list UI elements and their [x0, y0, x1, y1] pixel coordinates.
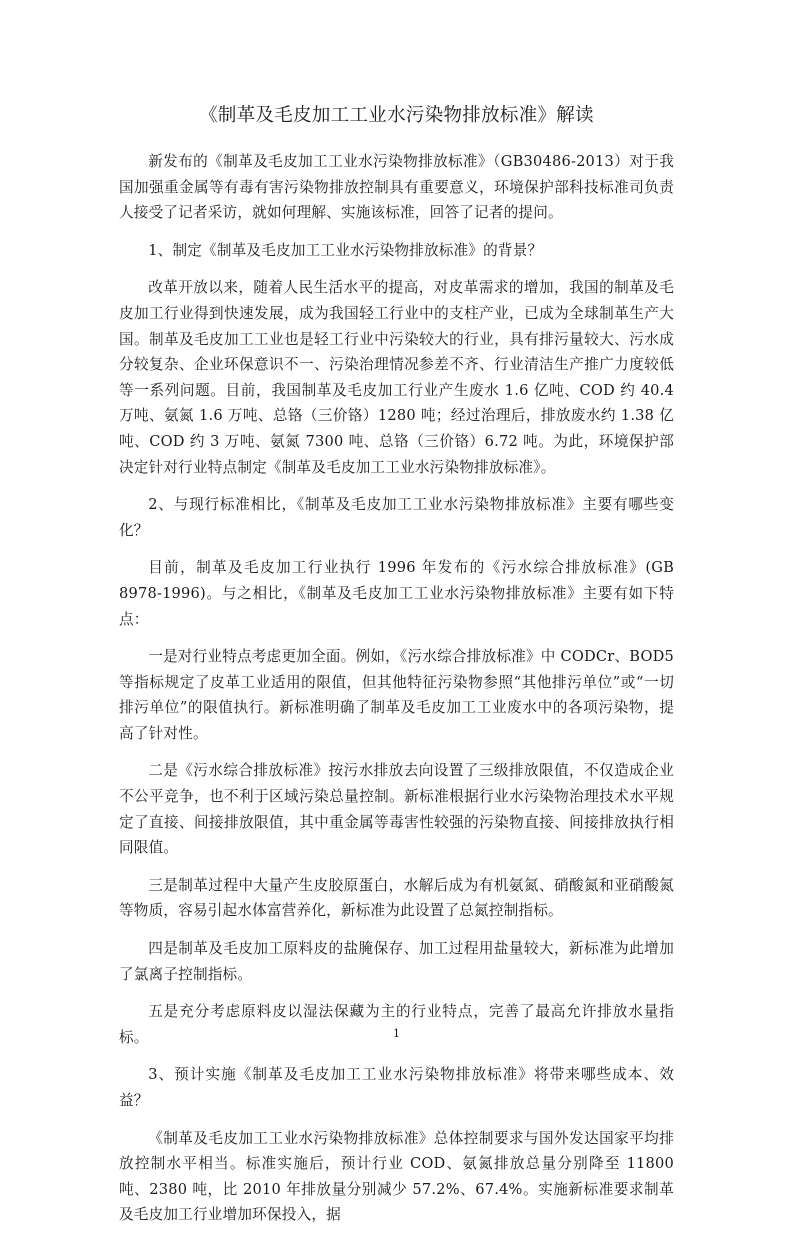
page-number: 1	[393, 1027, 400, 1040]
feature-2-paragraph: 二是《污水综合排放标准》按污水排放去向设置了三级排放限值，不仅造成企业不公平竞争，也不利于区域污染总量控制。新标准根据行业水污染物治理技术水平规定了直接、间接排放限值，其中重金属等毒害性较强的污染物直接、间接排放执行相同限值。	[119, 762, 674, 857]
feature-3-paragraph: 三是制革过程中大量产生皮胶原蛋白，水解后成为有机氨氮、硝酸氮和亚硝酸氮等物质，容易引起水体富营养化，新标准为此设置了总氮控制指标。	[119, 876, 674, 920]
feature-4-paragraph: 四是制革及毛皮加工原料皮的盐腌保存、加工过程用盐量较大，新标准为此增加了氯离子控制指标。	[119, 940, 674, 983]
section-3-heading: 3、预计实施《制革及毛皮加工工业水污染物排放标准》将带来哪些成本、效益？	[119, 1066, 674, 1109]
background-paragraph: 改革开放以来，随着人民生活水平的提高，对皮革需求的增加，我国的制革及毛皮加工行业得到快速发展，成为我国轻工行业中的支柱产业，已成为全球制革生产大国。制革及毛皮加工工业也是轻工行业中污染较大的行业，具有排污量较大、污水成分较复杂、企业环保意识不一、污染治理情况参差不齐、行业清洁生产推广力度较低等一系列问题。目前，我国制革及毛皮加工行业产生废水 1.6 亿吨、COD 约 40.4 万吨、氨氮 1.6 万吨、总铬（三价铬）1280 吨；经过治理后，排放废水约 1.38 亿吨、COD 约 3 万吨、氨氮 7300 吨、总铬（三价铬）6.72 吨。为此，环境保护部决定针对行业特点制定《制革及毛皮加工工业水污染物排放标准》。	[119, 279, 674, 476]
document-body	[119, 149, 674, 1240]
section-1-heading: 1、制定《制革及毛皮加工工业水污染物排放标准》的背景？	[148, 241, 543, 259]
document-title: 《制革及毛皮加工工业水污染物排放标准》解读	[199, 105, 594, 126]
feature-5-paragraph: 五是充分考虑原料皮以湿法保藏为主的行业特点，完善了最高允许排放水量指标。	[119, 1003, 674, 1046]
intro-paragraph: 新发布的《制革及毛皮加工工业水污染物排放标准》（GB30486-2013）对于我国加强重金属等有毒有害污染物排放控制具有重要意义，环境保护部科技标准司负责人接受了记者采访，就如何理解、实施该标准，回答了记者的提问。	[119, 153, 674, 222]
comparison-paragraph: 目前，制革及毛皮加工行业执行 1996 年发布的《污水综合排放标准》(GB 8978-1996)。与之相比，《制革及毛皮加工工业水污染物排放标准》主要有如下特点：	[119, 559, 674, 628]
section-2-heading: 2、与现行标准相比，《制革及毛皮加工工业水污染物排放标准》主要有哪些变化？	[119, 496, 674, 539]
cost-benefit-paragraph: 《制革及毛皮加工工业水污染物排放标准》总体控制要求与国外发达国家平均排放控制水平相当。标准实施后，预计行业 COD、氨氮排放总量分别降至 11800 吨、2380 吨，比 2010 年排放量分别减少 57.2%、67.4%。实施新标准要求制革及毛皮加工行业增加环保投入，据	[119, 1129, 674, 1224]
feature-1-paragraph: 一是对行业特点考虑更加全面。例如，《污水综合排放标准》中 CODCr、BOD5 等指标规定了皮革工业适用的限值，但其他特征污染物参照“其他排污单位”或“一切排污单位”的限值执行。新标准明确了制革及毛皮加工工业废水中的各项污染物，提高了针对性。	[119, 648, 674, 742]
